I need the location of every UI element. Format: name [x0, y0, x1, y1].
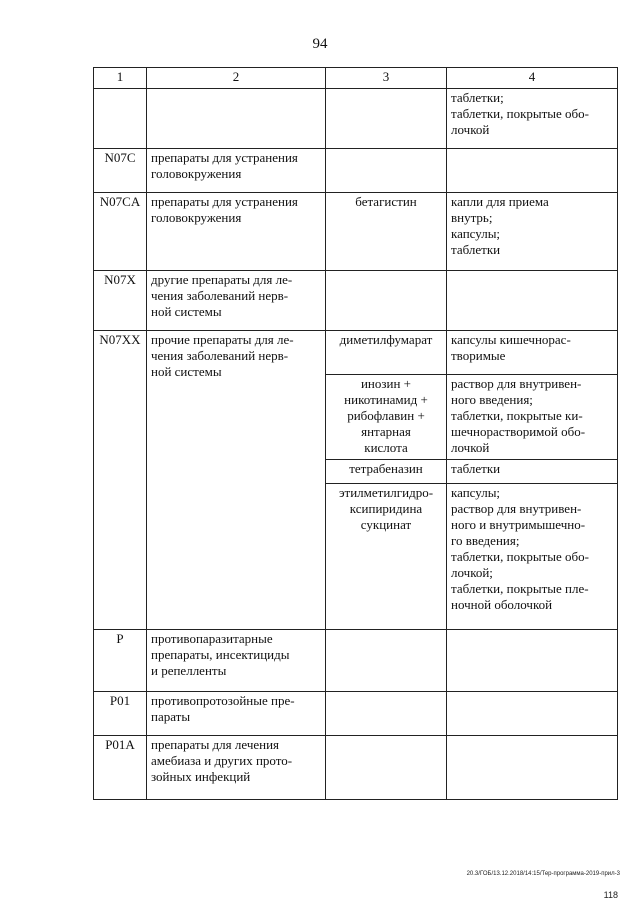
drug-cell: бетагистин — [326, 193, 447, 271]
group-cell: препараты для устранения головокружения — [147, 193, 326, 271]
dosage-form-cell: капли для приема внутрь; капсулы; таблетки — [447, 193, 618, 271]
drug-cell — [326, 630, 447, 692]
table-header-row — [94, 68, 618, 89]
table-row — [94, 89, 618, 149]
column-header: 4 — [447, 68, 618, 89]
drug-cell — [326, 736, 447, 800]
group-cell: противопротозойные пре- параты — [147, 692, 326, 736]
page-code: 118 — [603, 890, 618, 900]
drug-cell — [326, 149, 447, 193]
drug-cell — [326, 271, 447, 331]
table-row — [94, 331, 618, 375]
drug-cell: диметилфумарат — [326, 331, 447, 375]
atc-code-cell: N07CA — [94, 193, 147, 271]
column-header: 2 — [147, 68, 326, 89]
atc-code-cell: P01 — [94, 692, 147, 736]
table-row — [94, 692, 618, 736]
atc-code-cell: N07XX — [94, 331, 147, 630]
document-stamp: 20.3/ГОБ/13.12.2018/14:15/Тер-программа-2019-прил-3 — [466, 871, 620, 877]
drug-table — [93, 67, 618, 800]
group-cell: препараты для устранения головокружения — [147, 149, 326, 193]
dosage-form-cell — [447, 271, 618, 331]
group-cell: противопаразитарные препараты, инсектициды и репелленты — [147, 630, 326, 692]
table-row — [94, 149, 618, 193]
drug-cell: инозин + никотинамид + рибофлавин + янтарная кислота — [326, 375, 447, 460]
page-number: 94 — [312, 36, 328, 52]
table-row — [94, 271, 618, 331]
atc-code-cell: N07C — [94, 149, 147, 193]
group-cell — [147, 89, 326, 149]
dosage-form-cell: таблетки; таблетки, покрытые обо- лочкой — [447, 89, 618, 149]
dosage-form-cell — [447, 630, 618, 692]
drug-cell — [326, 89, 447, 149]
group-cell: другие препараты для ле- чения заболеваний нерв- ной системы — [147, 271, 326, 331]
drug-cell — [326, 692, 447, 736]
atc-code-cell: N07X — [94, 271, 147, 331]
table-row — [94, 630, 618, 692]
group-cell: прочие препараты для ле- чения заболеваний нерв- ной системы — [147, 331, 326, 630]
table-row — [94, 736, 618, 800]
dosage-form-cell — [447, 736, 618, 800]
column-header: 1 — [94, 68, 147, 89]
atc-code-cell — [94, 89, 147, 149]
drug-cell: этилметилгидро- ксипиридина сукцинат — [326, 484, 447, 630]
dosage-form-cell — [447, 149, 618, 193]
dosage-form-cell — [447, 692, 618, 736]
dosage-form-cell: капсулы кишечнорас- творимые — [447, 331, 618, 375]
atc-code-cell: P01A — [94, 736, 147, 800]
table-row — [94, 193, 618, 271]
group-cell: препараты для лечения амебиаза и других прото- зойных инфекций — [147, 736, 326, 800]
dosage-form-cell: раствор для внутривен- ного введения; таблетки, покрытые ки- шечнорастворимой обо- лочкой — [447, 375, 618, 460]
drug-cell: тетрабеназин — [326, 460, 447, 484]
dosage-form-cell: таблетки — [447, 460, 618, 484]
dosage-form-cell: капсулы; раствор для внутривен- ного и внутримышечно- го введения; таблетки, покрытые обо- лочкой; таблетки, покрытые пле- ночной оболочкой — [447, 484, 618, 630]
column-header: 3 — [326, 68, 447, 89]
atc-code-cell: P — [94, 630, 147, 692]
